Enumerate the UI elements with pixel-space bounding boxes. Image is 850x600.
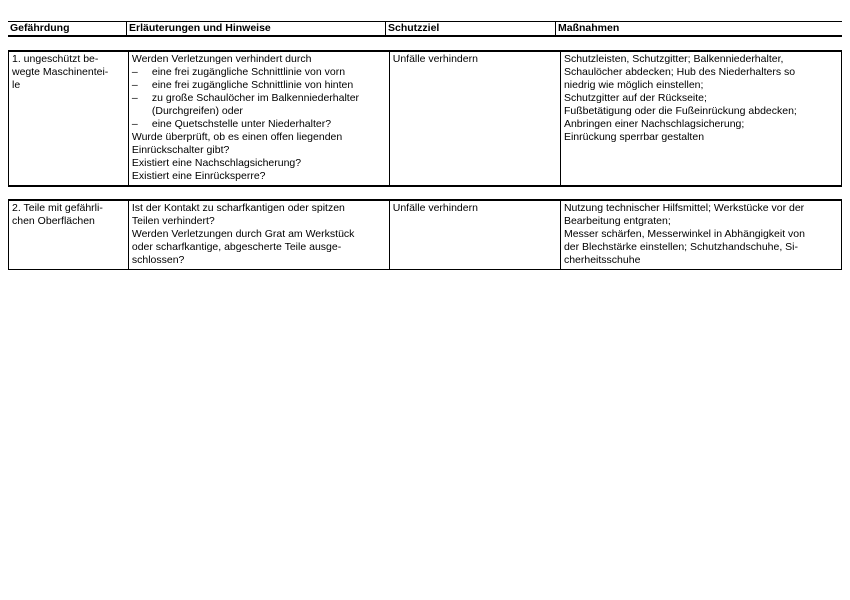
- measure-line: Schaulöcher abdecken; Hub des Niederhalters so: [563, 66, 796, 78]
- hazard-line: 2. Teile mit gefährli-: [12, 202, 103, 214]
- explanation-line: Existiert eine Einrücksperre?: [131, 170, 266, 182]
- measure-line: niedrig wie möglich einstellen;: [563, 79, 704, 91]
- explanation-line: schlossen?: [131, 254, 185, 266]
- explanation-line: Teilen verhindert?: [131, 215, 215, 227]
- table-header: [8, 21, 842, 37]
- header-schutzziel: Schutzziel: [385, 22, 555, 35]
- table-row: [9, 200, 842, 270]
- dash-glyph: –: [131, 66, 138, 78]
- measures-cell: [560, 51, 841, 186]
- measure-line: Nutzung technischer Hilfsmittel; Werkstücke vor der: [563, 202, 805, 214]
- header-massnahmen: Maßnahmen: [555, 22, 843, 35]
- measure-line: cherheitsschuhe: [563, 254, 641, 266]
- dash-glyph: –: [131, 118, 138, 130]
- header-erlaeuterungen: Erläuterungen und Hinweise: [126, 22, 385, 35]
- hazard-line: chen Oberflächen: [12, 215, 95, 227]
- hazard-block-1: [8, 50, 842, 187]
- hazard-block-2: [8, 199, 842, 270]
- dash-glyph: –: [131, 92, 138, 104]
- hazard-line: wegte Maschinentei-: [12, 66, 109, 78]
- dash-item: – eine frei zugängliche Schnittlinie von vorn: [131, 66, 346, 78]
- hazard-cell: [9, 200, 129, 270]
- explanation-line: Ist der Kontakt zu scharfkantigen oder spitzen: [131, 202, 345, 214]
- explanation-line: Wurde überprüft, ob es einen offen liegenden: [131, 131, 343, 143]
- goal-text: Unfälle verhindern: [392, 202, 478, 214]
- goal-text: Unfälle verhindern: [392, 53, 478, 65]
- explanation-line: Existiert eine Nachschlagsicherung?: [131, 157, 302, 169]
- dash-item-continuation: (Durchgreifen) oder: [151, 105, 243, 117]
- measure-line: Bearbeitung entgraten;: [563, 215, 671, 227]
- measure-line: Schutzleisten, Schutzgitter; Balkenniederhalter,: [563, 53, 784, 65]
- measures-cell: [560, 200, 841, 270]
- hazard-line: 1. ungeschützt be-: [12, 53, 99, 65]
- goal-cell: [389, 51, 560, 186]
- explanation-cell: [128, 200, 389, 270]
- measure-line: Einrückung sperrbar gestalten: [563, 131, 705, 143]
- explanation-line: oder scharfkantige, abgescherte Teile ausge-: [131, 241, 342, 253]
- measure-line: Messer schärfen, Messerwinkel in Abhängigkeit von: [563, 228, 805, 240]
- dash-item: – eine frei zugängliche Schnittlinie von hinten: [131, 79, 354, 91]
- explanation-cell: [128, 51, 389, 186]
- measure-line: Anbringen einer Nachschlagsicherung;: [563, 118, 745, 130]
- dash-item: – eine Quetschstelle unter Niederhalter?: [131, 118, 332, 130]
- header-gefaehrdung: Gefährdung: [10, 22, 70, 34]
- dash-glyph: –: [131, 79, 138, 91]
- dash-item: – zu große Schaulöcher im Balkenniederhalter: [131, 92, 360, 104]
- measure-line: der Blechstärke einstellen; Schutzhandschuhe, Si-: [563, 241, 799, 253]
- measure-line: Fußbetätigung oder die Fußeinrückung abdecken;: [563, 105, 797, 117]
- hazard-line: le: [12, 79, 21, 91]
- goal-cell: [389, 200, 560, 270]
- explanation-intro: Werden Verletzungen verhindert durch: [131, 53, 312, 65]
- explanation-line: Werden Verletzungen durch Grat am Werkstück: [131, 228, 355, 240]
- hazard-cell: [9, 51, 129, 186]
- explanation-line: Einrückschalter gibt?: [131, 144, 230, 156]
- table-row: [9, 51, 842, 186]
- measure-line: Schutzgitter auf der Rückseite;: [563, 92, 707, 104]
